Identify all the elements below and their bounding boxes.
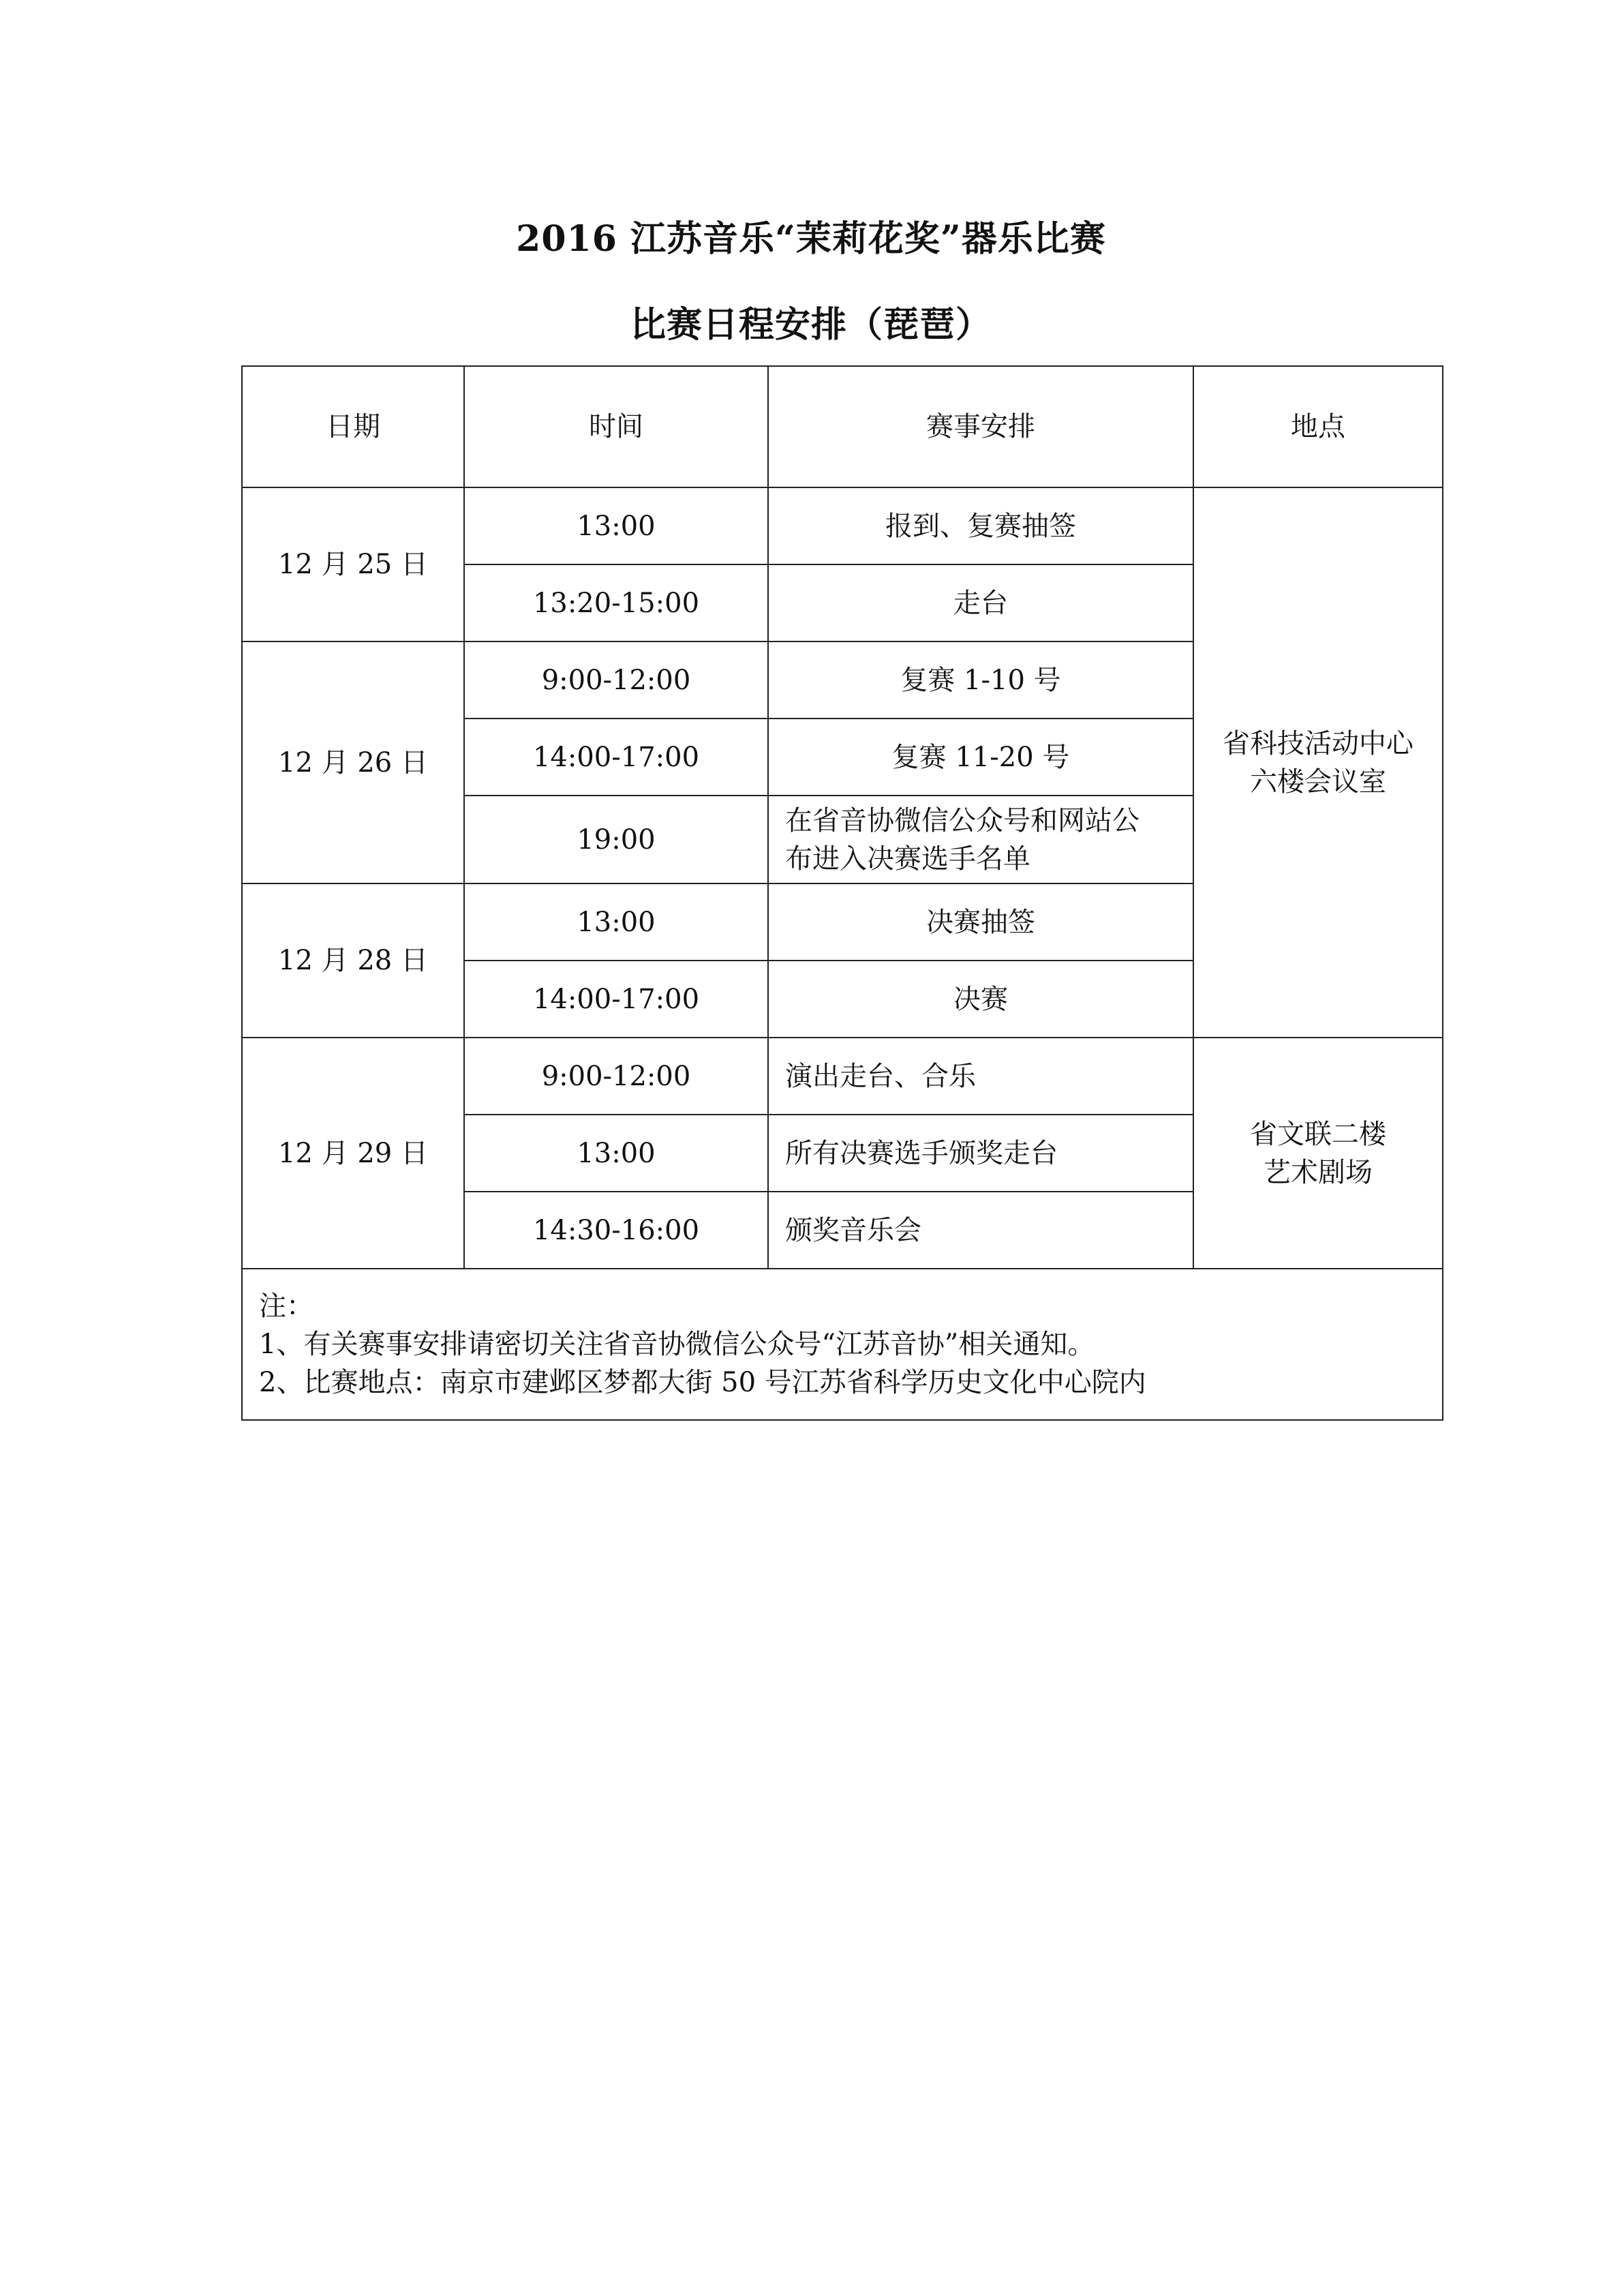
document-subtitle: 比赛日程安排（琵琶） xyxy=(630,304,992,346)
location-line: 省科技活动中心 xyxy=(1223,727,1413,759)
header-row xyxy=(242,366,1443,487)
time-cell: 13:00 xyxy=(464,487,768,564)
table-row xyxy=(242,487,1443,564)
header-schedule: 赛事安排 xyxy=(768,366,1193,487)
date-cell: 12 月 26 日 xyxy=(242,641,464,883)
time-cell: 14:00-17:00 xyxy=(464,961,768,1038)
event-line: 布进入决赛选手名单 xyxy=(785,843,1030,875)
date-cell: 12 月 25 日 xyxy=(242,487,464,641)
location-line: 省文联二楼 xyxy=(1250,1118,1386,1150)
time-cell: 9:00-12:00 xyxy=(464,1038,768,1115)
time-cell: 13:20-15:00 xyxy=(464,564,768,641)
time-cell: 19:00 xyxy=(464,796,768,883)
event-cell: 决赛 xyxy=(768,961,1193,1038)
event-cell: 报到、复赛抽签 xyxy=(768,487,1193,564)
time-cell: 14:00-17:00 xyxy=(464,719,768,796)
header-time: 时间 xyxy=(464,366,768,487)
location-cell xyxy=(1193,487,1443,1038)
date-cell: 12 月 29 日 xyxy=(242,1038,464,1269)
location-line: 六楼会议室 xyxy=(1250,766,1386,798)
table-row xyxy=(242,1038,1443,1115)
location-cell xyxy=(1193,1038,1443,1269)
event-cell: 复赛 11-20 号 xyxy=(768,719,1193,796)
time-cell: 14:30-16:00 xyxy=(464,1192,768,1269)
note-item: 1、有关赛事安排请密切关注省音协微信公众号“江苏音协”相关通知。 xyxy=(259,1329,1095,1360)
header-location: 地点 xyxy=(1193,366,1443,487)
time-cell: 13:00 xyxy=(464,883,768,961)
schedule-table xyxy=(241,365,1443,1421)
note-item: 2、比赛地点：南京市建邺区梦都大街 50 号江苏省科学历史文化中心院内 xyxy=(259,1367,1146,1398)
notes-heading: 注： xyxy=(259,1290,313,1322)
location-line: 艺术剧场 xyxy=(1264,1156,1373,1188)
notes-cell xyxy=(242,1269,1443,1420)
date-cell: 12 月 28 日 xyxy=(242,883,464,1038)
event-cell: 决赛抽签 xyxy=(768,883,1193,961)
event-cell: 颁奖音乐会 xyxy=(768,1192,1193,1269)
notes-row xyxy=(242,1269,1443,1420)
document-title: 2016 江苏音乐“茉莉花奖”器乐比赛 xyxy=(516,218,1106,260)
time-cell: 9:00-12:00 xyxy=(464,641,768,719)
event-cell: 复赛 1-10 号 xyxy=(768,641,1193,719)
event-cell xyxy=(768,796,1193,883)
time-cell: 13:00 xyxy=(464,1115,768,1192)
event-cell: 走台 xyxy=(768,564,1193,641)
event-cell: 演出走台、合乐 xyxy=(768,1038,1193,1115)
event-line: 在省音协微信公众号和网站公 xyxy=(785,804,1139,836)
event-cell: 所有决赛选手颁奖走台 xyxy=(768,1115,1193,1192)
header-date: 日期 xyxy=(242,366,464,487)
